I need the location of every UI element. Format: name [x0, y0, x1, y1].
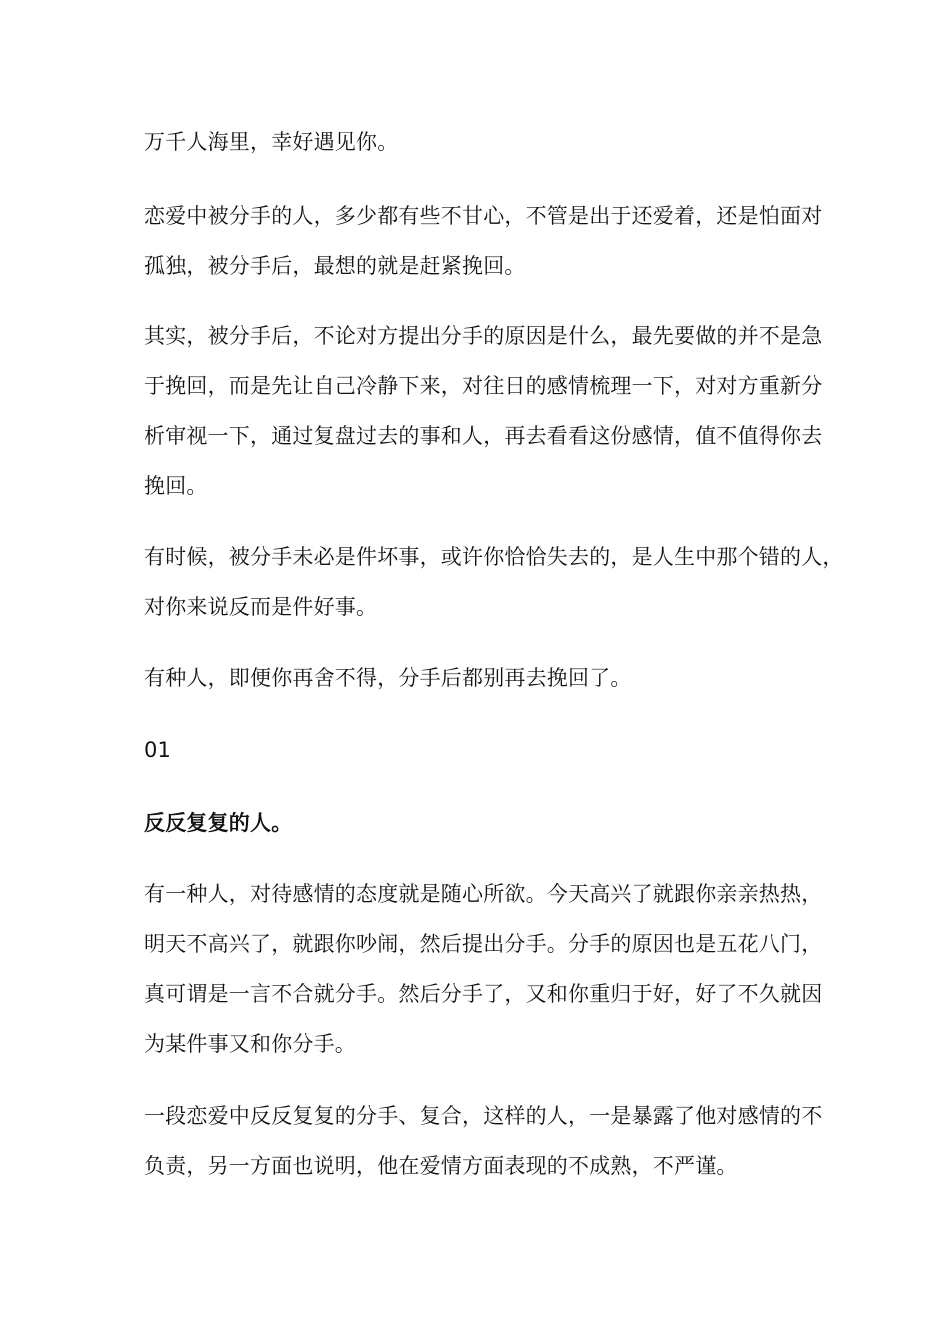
- paragraph-intro: 万千人海里，幸好遇见你。: [144, 130, 399, 154]
- paragraph-line: 恋爱中被分手的人，多少都有些不甘心，不管是出于还爱着，还是怕面对: [144, 204, 823, 228]
- paragraph-line: 有时候，被分手未必是件坏事，或许你恰恰失去的，是人生中那个错的人，: [144, 545, 844, 569]
- paragraph-line: 为某件事又和你分手。: [144, 1032, 356, 1056]
- paragraph-line: 于挽回，而是先让自己冷静下来，对往日的感情梳理一下，对对方重新分: [144, 374, 823, 398]
- paragraph-line: 析审视一下，通过复盘过去的事和人，再去看看这份感情，值不值得你去: [144, 424, 823, 448]
- paragraph-line: 真可谓是一言不合就分手。然后分手了，又和你重归于好，好了不久就因: [144, 982, 823, 1006]
- paragraph-line: 一段恋爱中反反复复的分手、复合，这样的人，一是暴露了他对感情的不: [144, 1104, 823, 1128]
- paragraph-line: 对你来说反而是件好事。: [144, 595, 378, 619]
- paragraph-line: 有种人，即便你再舍不得，分手后都别再去挽回了。: [144, 666, 632, 690]
- section-number: 01: [144, 738, 172, 762]
- paragraph-line: 有一种人，对待感情的态度就是随心所欲。今天高兴了就跟你亲亲热热，: [144, 882, 823, 906]
- paragraph-line: 挽回。: [144, 474, 208, 498]
- paragraph-line: 其实，被分手后，不论对方提出分手的原因是什么，最先要做的并不是急: [144, 324, 823, 348]
- paragraph-line: 明天不高兴了，就跟你吵闹，然后提出分手。分手的原因也是五花八门，: [144, 932, 823, 956]
- paragraph-line: 负责，另一方面也说明，他在爱情方面表现的不成熟，不严谨。: [144, 1154, 738, 1178]
- section-heading: 反反复复的人。: [144, 811, 293, 835]
- paragraph-line: 孤独，被分手后，最想的就是赶紧挽回。: [144, 254, 526, 278]
